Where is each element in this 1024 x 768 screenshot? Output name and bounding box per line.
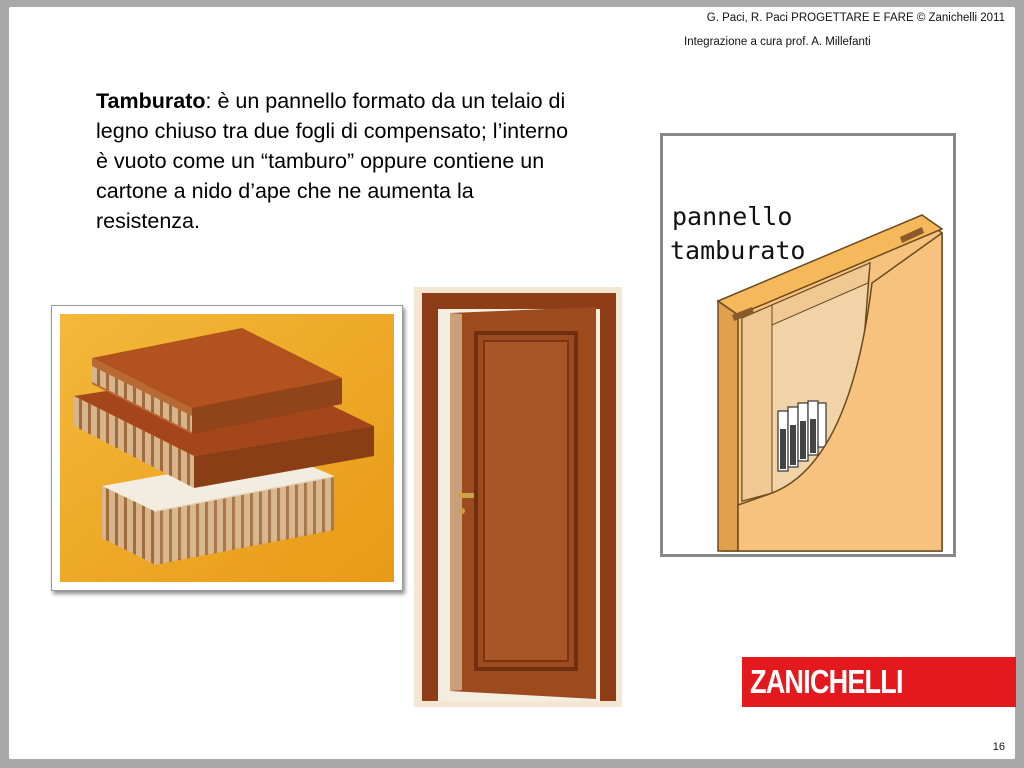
diagram-label-line2: tamburato bbox=[670, 236, 806, 265]
definition-paragraph bbox=[96, 86, 576, 236]
header-subtitle: Integrazione a cura prof. A. Millefanti bbox=[684, 36, 871, 48]
honeycomb-panels-image bbox=[51, 305, 403, 591]
definition-term: Tamburato bbox=[96, 89, 206, 113]
header-credit: G. Paci, R. Paci PROGETTARE E FARE © Zanichelli 2011 bbox=[706, 12, 1005, 24]
diagram-label-line1: pannello bbox=[672, 202, 793, 231]
wooden-door-image bbox=[414, 287, 622, 707]
tamburato-diagram bbox=[660, 133, 956, 557]
definition-text: : è un pannello formato da un telaio di legno chiuso tra due fogli di compensato; l’interno è vuoto come un “tamburo” oppure contiene un cartone a nido d’ape che ne aumenta la resistenza. bbox=[96, 89, 569, 233]
page-number: 16 bbox=[992, 741, 1005, 753]
zanichelli-logo bbox=[742, 657, 1016, 707]
logo-text: ZANICHELLI bbox=[750, 663, 903, 700]
